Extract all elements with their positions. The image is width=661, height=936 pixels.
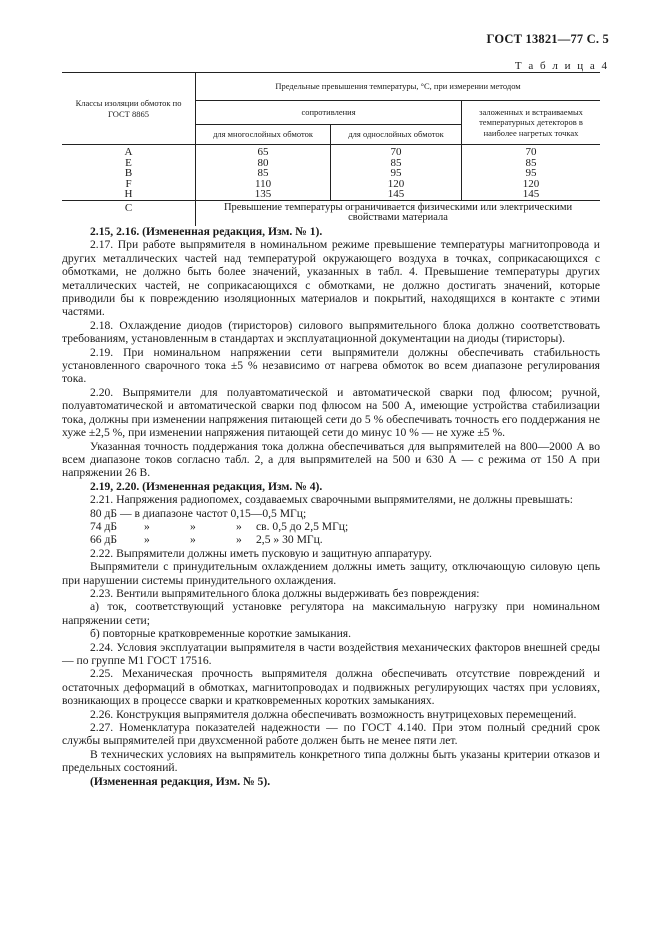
document-body xyxy=(62,225,600,788)
list-item xyxy=(62,533,600,546)
paragraph: 2.18. Охлаждение диодов (тиристоров) силового выпрямительного блока должно соответствовать требованиям, установленным в стандартах и эксплуатационной документации на диоды (тиристоры). xyxy=(62,318,600,346)
singlelayer-cell: 70 xyxy=(331,145,462,158)
detector-cell: 120 xyxy=(462,179,600,190)
singlelayer-cell: 85 xyxy=(331,158,462,169)
class-cell: A xyxy=(124,146,133,158)
table-row xyxy=(62,200,600,226)
paragraph: 2.23. Вентили выпрямительного блока должны выдерживать без повреждения: xyxy=(90,586,480,600)
paragraph: 2.17. При работе выпрямителя в номинальном режиме превышение температуры магнитопровода и других металлических частей над температурой окружающего воздуха в точках, соприкасающихся с обмотками, не должно быть более значений, указанных в табл. 4. Превышение температуры других металлических частей, не соприкасающихся с обмотками, не должно достигать значений, которые приводили бы к повреждению изоляционных материалов и покрытий, находящихся в контакте с этими частями. xyxy=(62,238,600,319)
table-row xyxy=(62,145,600,158)
multilayer-cell: 80 xyxy=(196,158,331,169)
singlelayer-cell: 95 xyxy=(331,168,462,179)
detector-cell: 70 xyxy=(462,145,600,158)
class-cell: C xyxy=(62,200,196,226)
table-row xyxy=(62,168,600,179)
paragraph: а) ток, соответствующий установке регулятора на максимальную нагрузку при номинальном напряжении сети; xyxy=(62,600,600,627)
paragraph: 2.19. При номинальном напряжении сети выпрямители должны обеспечивать стабильность установленного сварочного тока ±5 % независимо от нагрева обмоток во всем диапазоне регулирования тока. xyxy=(62,345,600,386)
paragraph: Выпрямители с принудительным охлаждением должны иметь защиту, отключающую силовую цепь при нарушении системы принудительного охлаждения. xyxy=(62,560,600,587)
ditto-mark: » xyxy=(236,519,242,533)
ditto-mark: » xyxy=(144,519,150,533)
list-item xyxy=(62,520,600,533)
table-label: Т а б л и ц а 4 xyxy=(514,60,609,72)
multilayer-cell: 110 xyxy=(196,179,331,190)
list-range: 2,5 » 30 МГц. xyxy=(256,533,323,547)
singlelayer-cell: 145 xyxy=(331,189,462,200)
class-cell: H xyxy=(124,188,133,200)
multilayer-cell: 85 xyxy=(196,168,331,179)
paragraph: 2.26. Конструкция выпрямителя должна обеспечивать возможность внутрицеховых перемещений. xyxy=(90,707,577,721)
detector-cell: 85 xyxy=(462,158,600,169)
class-cell: E xyxy=(125,156,132,169)
ditto-mark: » xyxy=(190,533,196,547)
class-cell: B xyxy=(124,167,133,179)
detector-column-header: заложенных и встраиваемых температурных детекторов в наиболее нагретых точках xyxy=(462,101,600,145)
paragraph: 2.25. Механическая прочность выпрямителя должна обеспечивать отсутствие повреждений и остаточных деформаций в обмотках, магнитопроводах и подвижных регулирующих частях при условиях, возникающих в процессе сварки и кратковременных коротких замыканиях. xyxy=(62,667,600,708)
singlelayer-cell: 120 xyxy=(331,179,462,190)
class-cell: F xyxy=(125,177,132,190)
table-row xyxy=(62,158,600,169)
paragraph: 2.19, 2.20. (Измененная редакция, Изм. № 4). xyxy=(90,479,323,493)
paragraph: б) повторные кратковременные короткие замыкания. xyxy=(90,627,352,641)
ditto-mark: » xyxy=(144,533,150,547)
detector-cell: 95 xyxy=(462,168,600,179)
resistance-column-header: сопротивления xyxy=(196,101,462,125)
paragraph: 2.22. Выпрямители должны иметь пусковую и защитную аппаратуру. xyxy=(90,546,432,560)
paragraph: 2.21. Напряжения радиопомех, создаваемых сварочными выпрямителями, не должны превышать: xyxy=(90,493,573,507)
table-row xyxy=(62,189,600,200)
list-range: св. 0,5 до 2,5 МГц; xyxy=(256,519,349,533)
document-header: ГОСТ 13821—77 С. 5 xyxy=(486,32,609,46)
merged-note-cell: Превышение температуры ограничивается физическими или электрическими свойствами материала xyxy=(196,200,600,226)
list-value: 66 дБ xyxy=(90,533,118,547)
multilayer-cell: 65 xyxy=(196,145,331,158)
multilayer-column-header: для многослойных обмоток xyxy=(196,125,331,145)
class-column-header: Классы изоляции обмоток по ГОСТ 8865 xyxy=(62,73,196,145)
detector-cell: 145 xyxy=(462,189,600,200)
list-item: 80 дБ — в диапазоне частот 0,15—0,5 МГц; xyxy=(90,506,307,520)
main-column-header: Предельные превышения температуры, °С, при измерении методом xyxy=(196,73,600,101)
ditto-mark: » xyxy=(190,519,196,533)
paragraph: 2.20. Выпрямители для полуавтоматической и автоматической сварки под флюсом; ручной, полуавтоматической и автоматической сварки под флюсом на 500 А, имеющие устройства стабилизации тока, должны при изменении напряжения питающей сети до 5 % обеспечивать точность его поддержания не хуже ±2,5 %, при изменении напряжения питающей сети до минус 10 % — не хуже ±5 %. xyxy=(62,385,600,440)
paragraph: (Измененная редакция, Изм. № 5). xyxy=(90,774,271,788)
ditto-mark: » xyxy=(236,533,242,547)
paragraph: В технических условиях на выпрямитель конкретного типа должны быть указаны критерии отказов и предельных состояний. xyxy=(62,747,600,775)
multilayer-cell: 135 xyxy=(196,189,331,200)
temperature-limits-table xyxy=(62,72,600,226)
paragraph: 2.15, 2.16. (Измененная редакция, Изм. № 1). xyxy=(90,225,323,238)
table-row xyxy=(62,179,600,190)
paragraph: Указанная точность поддержания тока должна обеспечиваться для выпрямителей на 800—2000 А во всем диапазоне токов согласно табл. 2, а для выпрямителей на 500 и 630 А — с режима от 150 А при напряжении 26 В. xyxy=(62,439,600,480)
list-value: 74 дБ xyxy=(90,519,118,533)
singlelayer-column-header: для однослойных обмоток xyxy=(331,125,462,145)
paragraph: 2.24. Условия эксплуатации выпрямителя в части воздействия механических факторов внешней среды — по группе М1 ГОСТ 17516. xyxy=(62,640,600,667)
paragraph: 2.27. Номенклатура показателей надежности — по ГОСТ 4.140. При этом полный средний срок службы выпрямителей при двухсменной работе должен быть не менее пяти лет. xyxy=(62,721,600,748)
